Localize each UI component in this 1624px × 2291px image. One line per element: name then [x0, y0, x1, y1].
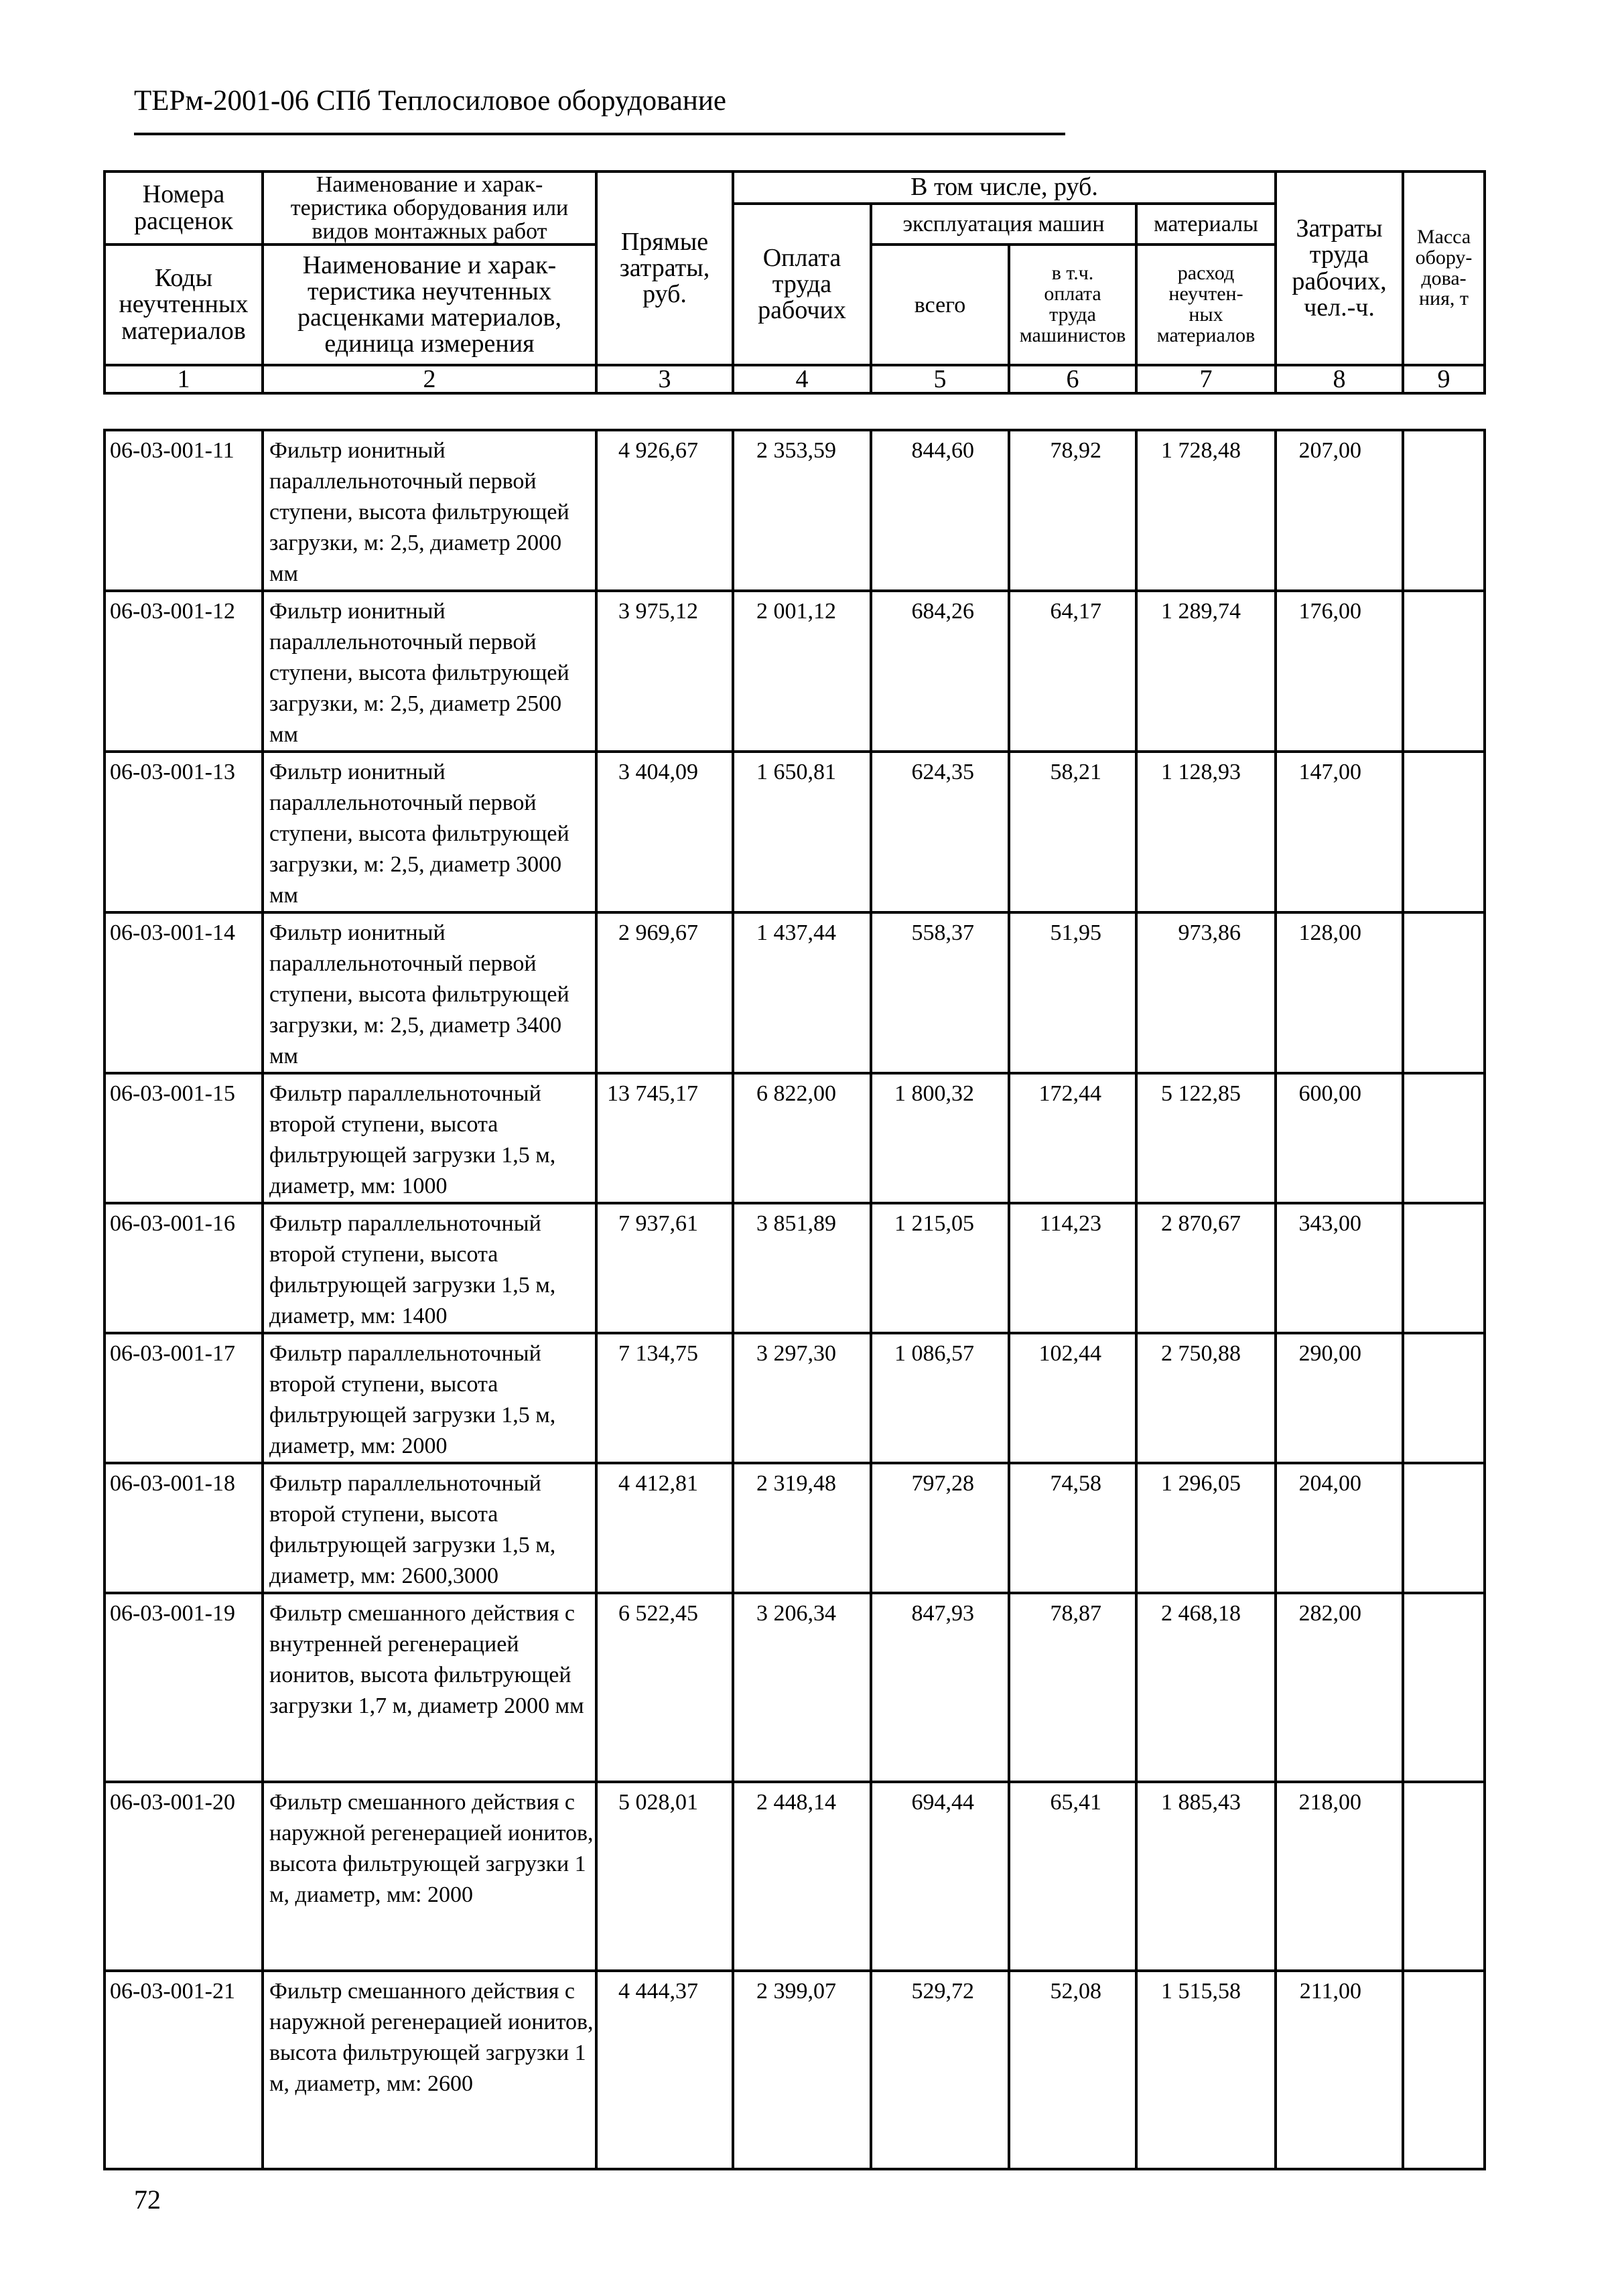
- work-name-cell: Фильтр параллельноточный второй ступени, высота фильтрующей загрузки 1,5 м, диаметр, мм: 2600,3000: [263, 1463, 596, 1593]
- machines-total-cell: 558,37: [871, 912, 1009, 1073]
- machinists-pay-cell: 114,23: [1009, 1203, 1136, 1333]
- labor-hours-cell: 211,00: [1276, 1971, 1403, 2169]
- header-worker-pay: Оплата труда рабочих: [733, 204, 871, 365]
- labor-hours-cell: 600,00: [1276, 1073, 1403, 1203]
- machines-total-cell: 797,28: [871, 1463, 1009, 1593]
- table-row: [105, 1971, 1485, 2169]
- labor-hours-cell: 207,00: [1276, 430, 1403, 591]
- rate-code-cell: 06-03-001-18: [105, 1463, 263, 1593]
- machines-total-cell: 1 215,05: [871, 1203, 1009, 1333]
- machinists-pay-cell: 64,17: [1009, 591, 1136, 752]
- machinists-pay-cell: 78,87: [1009, 1593, 1136, 1782]
- title-underline: [134, 133, 1065, 135]
- table-row: [105, 1333, 1485, 1463]
- work-name-cell: Фильтр смешанного действия с наружной регенерацией ионитов, высота фильтрующей загрузки 1 м, диаметр, мм: 2000: [263, 1782, 596, 1971]
- column-number: 4: [733, 365, 871, 393]
- machinists-pay-cell: 52,08: [1009, 1971, 1136, 2169]
- table-row: [105, 1463, 1485, 1593]
- direct-costs-cell: 4 926,67: [596, 430, 733, 591]
- machines-total-cell: 847,93: [871, 1593, 1009, 1782]
- rate-code-cell: 06-03-001-19: [105, 1593, 263, 1782]
- equipment-mass-cell: [1403, 912, 1485, 1073]
- direct-costs-cell: 7 134,75: [596, 1333, 733, 1463]
- rate-code-cell: 06-03-001-16: [105, 1203, 263, 1333]
- header-labor-hours: Затраты труда рабочих, чел.-ч.: [1276, 171, 1403, 365]
- labor-hours-cell: 204,00: [1276, 1463, 1403, 1593]
- equipment-mass-cell: [1403, 1333, 1485, 1463]
- materials-cost-cell: 2 870,67: [1136, 1203, 1276, 1333]
- rate-code-cell: 06-03-001-13: [105, 752, 263, 912]
- direct-costs-cell: 4 412,81: [596, 1463, 733, 1593]
- table-row: [105, 1782, 1485, 1971]
- machinists-pay-cell: 74,58: [1009, 1463, 1136, 1593]
- column-number: 2: [263, 365, 596, 393]
- labor-hours-cell: 282,00: [1276, 1593, 1403, 1782]
- column-number: 8: [1276, 365, 1403, 393]
- rate-code-cell: 06-03-001-15: [105, 1073, 263, 1203]
- worker-pay-cell: 3 206,34: [733, 1593, 871, 1782]
- header-direct-costs: Прямые затраты, руб.: [596, 171, 733, 365]
- work-name-cell: Фильтр параллельноточный второй ступени, высота фильтрующей загрузки 1,5 м, диаметр, мм: 1000: [263, 1073, 596, 1203]
- document-title: ТЕРм-2001-06 СПб Теплосиловое оборудование: [134, 85, 726, 117]
- machines-total-cell: 694,44: [871, 1782, 1009, 1971]
- machinists-pay-cell: 78,92: [1009, 430, 1136, 591]
- labor-hours-cell: 147,00: [1276, 752, 1403, 912]
- machinists-pay-cell: 172,44: [1009, 1073, 1136, 1203]
- rate-code-cell: 06-03-001-12: [105, 591, 263, 752]
- labor-hours-cell: 176,00: [1276, 591, 1403, 752]
- materials-cost-cell: 5 122,85: [1136, 1073, 1276, 1203]
- machines-total-cell: 529,72: [871, 1971, 1009, 2169]
- header-machines-group: эксплуатация машин: [871, 204, 1136, 245]
- labor-hours-cell: 343,00: [1276, 1203, 1403, 1333]
- work-name-cell: Фильтр параллельноточный второй ступени, высота фильтрующей загрузки 1,5 м, диаметр, мм: 1400: [263, 1203, 596, 1333]
- worker-pay-cell: 2 448,14: [733, 1782, 871, 1971]
- rates-table-body: [105, 430, 1485, 2169]
- worker-pay-cell: 3 851,89: [733, 1203, 871, 1333]
- column-number: 7: [1136, 365, 1276, 393]
- page-number: 72: [134, 2184, 161, 2215]
- work-name-cell: Фильтр смешанного действия с внутренней регенерацией ионитов, высота фильтрующей загрузки 1,7 м, диаметр 2000 мм: [263, 1593, 596, 1782]
- worker-pay-cell: 2 353,59: [733, 430, 871, 591]
- labor-hours-cell: 218,00: [1276, 1782, 1403, 1971]
- machines-total-cell: 1 086,57: [871, 1333, 1009, 1463]
- work-name-cell: Фильтр ионитный параллельноточный первой ступени, высота фильтрующей загрузки, м: 2,5, диаметр 2000 мм: [263, 430, 596, 591]
- materials-cost-cell: 1 728,48: [1136, 430, 1276, 591]
- equipment-mass-cell: [1403, 591, 1485, 752]
- worker-pay-cell: 2 319,48: [733, 1463, 871, 1593]
- equipment-mass-cell: [1403, 752, 1485, 912]
- work-name-cell: Фильтр ионитный параллельноточный первой ступени, высота фильтрующей загрузки, м: 2,5, диаметр 3400 мм: [263, 912, 596, 1073]
- direct-costs-cell: 13 745,17: [596, 1073, 733, 1203]
- header-unaccounted-materials: расход неучтен- ных материалов: [1136, 245, 1276, 365]
- equipment-mass-cell: [1403, 1073, 1485, 1203]
- machines-total-cell: 1 800,32: [871, 1073, 1009, 1203]
- table-row: [105, 1203, 1485, 1333]
- machinists-pay-cell: 65,41: [1009, 1782, 1136, 1971]
- equipment-mass-cell: [1403, 1463, 1485, 1593]
- machines-total-cell: 624,35: [871, 752, 1009, 912]
- column-number: 3: [596, 365, 733, 393]
- direct-costs-cell: 2 969,67: [596, 912, 733, 1073]
- worker-pay-cell: 2 001,12: [733, 591, 871, 752]
- machines-total-cell: 844,60: [871, 430, 1009, 591]
- rate-code-cell: 06-03-001-17: [105, 1333, 263, 1463]
- header-materials-group: материалы: [1136, 204, 1276, 245]
- table-row: [105, 912, 1485, 1073]
- table-row: [105, 1073, 1485, 1203]
- direct-costs-cell: 3 404,09: [596, 752, 733, 912]
- materials-cost-cell: 2 750,88: [1136, 1333, 1276, 1463]
- direct-costs-cell: 7 937,61: [596, 1203, 733, 1333]
- table-row: [105, 752, 1485, 912]
- header-material-name: Наименование и харак- теристика неучтенных расценками материалов, единица измерения: [263, 245, 596, 365]
- header-machinists-pay: в т.ч. оплата труда машинистов: [1009, 245, 1136, 365]
- work-name-cell: Фильтр параллельноточный второй ступени, высота фильтрующей загрузки 1,5 м, диаметр, мм: 2000: [263, 1333, 596, 1463]
- equipment-mass-cell: [1403, 1203, 1485, 1333]
- rate-code-cell: 06-03-001-21: [105, 1971, 263, 2169]
- equipment-mass-cell: [1403, 1971, 1485, 2169]
- labor-hours-cell: 290,00: [1276, 1333, 1403, 1463]
- labor-hours-cell: 128,00: [1276, 912, 1403, 1073]
- table-row: [105, 591, 1485, 752]
- materials-cost-cell: 1 515,58: [1136, 1971, 1276, 2169]
- direct-costs-cell: 3 975,12: [596, 591, 733, 752]
- direct-costs-cell: 5 028,01: [596, 1782, 733, 1971]
- materials-cost-cell: 1 296,05: [1136, 1463, 1276, 1593]
- machinists-pay-cell: 102,44: [1009, 1333, 1136, 1463]
- table-row: [105, 1593, 1485, 1782]
- materials-cost-cell: 1 885,43: [1136, 1782, 1276, 1971]
- direct-costs-cell: 4 444,37: [596, 1971, 733, 2169]
- work-name-cell: Фильтр ионитный параллельноточный первой ступени, высота фильтрующей загрузки, м: 2,5, диаметр 2500 мм: [263, 591, 596, 752]
- table-row: [105, 430, 1485, 591]
- header-material-codes: Коды неучтенных материалов: [105, 245, 263, 365]
- materials-cost-cell: 973,86: [1136, 912, 1276, 1073]
- equipment-mass-cell: [1403, 1782, 1485, 1971]
- materials-cost-cell: 2 468,18: [1136, 1593, 1276, 1782]
- work-name-cell: Фильтр смешанного действия с наружной регенерацией ионитов, высота фильтрующей загрузки 1 м, диаметр, мм: 2600: [263, 1971, 596, 2169]
- column-number: 1: [105, 365, 263, 393]
- equipment-mass-cell: [1403, 430, 1485, 591]
- worker-pay-cell: 1 437,44: [733, 912, 871, 1073]
- header-equipment-mass: Масса обору- дова- ния, т: [1403, 171, 1485, 365]
- worker-pay-cell: 3 297,30: [733, 1333, 871, 1463]
- header-rate-number: Номера расценок: [105, 171, 263, 245]
- equipment-mass-cell: [1403, 1593, 1485, 1782]
- column-number: 9: [1403, 365, 1485, 393]
- worker-pay-cell: 6 822,00: [733, 1073, 871, 1203]
- materials-cost-cell: 1 128,93: [1136, 752, 1276, 912]
- materials-cost-cell: 1 289,74: [1136, 591, 1276, 752]
- header-work-name: Наименование и харак- теристика оборудования или видов монтажных работ: [263, 171, 596, 245]
- direct-costs-cell: 6 522,45: [596, 1593, 733, 1782]
- rate-code-cell: 06-03-001-11: [105, 430, 263, 591]
- worker-pay-cell: 2 399,07: [733, 1971, 871, 2169]
- rate-code-cell: 06-03-001-14: [105, 912, 263, 1073]
- machines-total-cell: 684,26: [871, 591, 1009, 752]
- column-header-table: [103, 170, 1486, 395]
- column-number: 5: [871, 365, 1009, 393]
- header-including-group: В том числе, руб.: [733, 171, 1276, 204]
- column-number: 6: [1009, 365, 1136, 393]
- rates-table: [103, 429, 1486, 2170]
- header-machines-total: всего: [871, 245, 1009, 365]
- machinists-pay-cell: 58,21: [1009, 752, 1136, 912]
- machinists-pay-cell: 51,95: [1009, 912, 1136, 1073]
- worker-pay-cell: 1 650,81: [733, 752, 871, 912]
- rate-code-cell: 06-03-001-20: [105, 1782, 263, 1971]
- work-name-cell: Фильтр ионитный параллельноточный первой ступени, высота фильтрующей загрузки, м: 2,5, диаметр 3000 мм: [263, 752, 596, 912]
